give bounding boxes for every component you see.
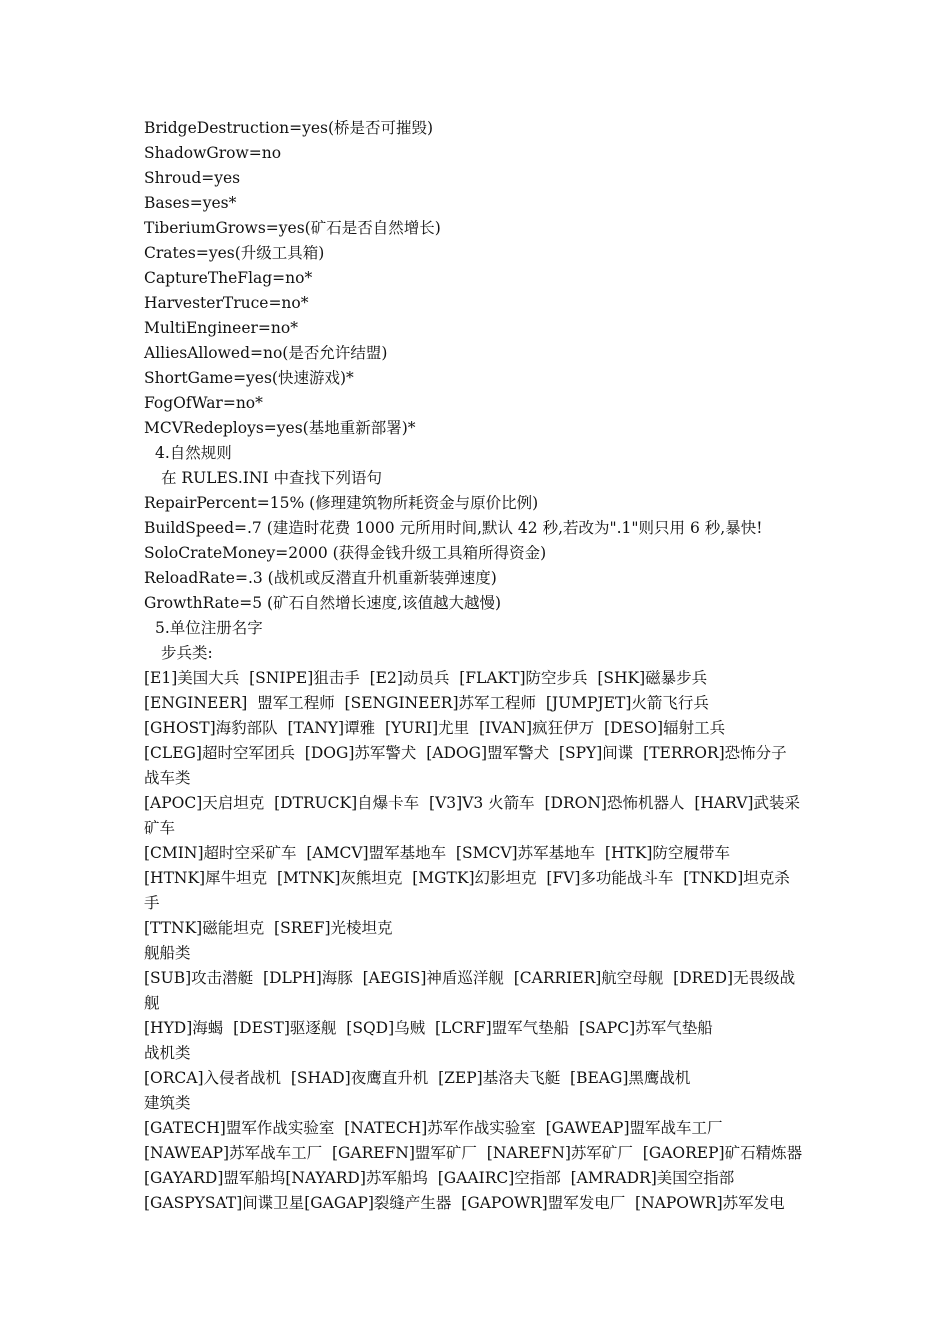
text-line: Shroud=yes	[144, 169, 241, 187]
text-line: 手	[144, 894, 160, 912]
text-line: [GATECH]盟军作战实验室 [NATECH]苏军作战实验室 [GAWEAP]盟军战车工厂	[144, 1119, 723, 1137]
text-line: [ORCA]入侵者战机 [SHAD]夜鹰直升机 [ZEP]基洛夫飞艇 [BEAG]黑鹰战机	[144, 1069, 691, 1087]
text-line: MultiEngineer=no*	[144, 319, 298, 337]
text-line: TiberiumGrows=yes(矿石是否自然增长)	[144, 219, 441, 237]
text-line: 4.自然规则	[155, 444, 232, 462]
text-line: ReloadRate=.3 (战机或反潜直升机重新装弹速度)	[144, 569, 497, 587]
text-line: 战车类	[144, 769, 191, 787]
text-line: [CLEG]超时空军团兵 [DOG]苏军警犬 [ADOG]盟军警犬 [SPY]间谍 [TERROR]恐怖分子	[144, 744, 787, 762]
text-line: HarvesterTruce=no*	[144, 294, 309, 312]
text-line: ShortGame=yes(快速游戏)*	[144, 369, 354, 387]
text-line: [SUB]攻击潜艇 [DLPH]海豚 [AEGIS]神盾巡洋舰 [CARRIER]航空母舰 [DRED]无畏级战	[144, 969, 796, 987]
text-line: [APOC]天启坦克 [DTRUCK]自爆卡车 [V3]V3 火箭车 [DRON]恐怖机器人 [HARV]武装采	[144, 794, 800, 812]
text-line: 步兵类:	[161, 644, 213, 662]
text-line: [GAYARD]盟军船坞[NAYARD]苏军船坞 [GAAIRC]空指部 [AMRADR]美国空指部	[144, 1169, 735, 1187]
text-line: 建筑类	[144, 1094, 191, 1112]
text-line: 战机类	[144, 1044, 191, 1062]
text-line: 矿车	[144, 819, 176, 837]
text-line: [GHOST]海豹部队 [TANY]谭雅 [YURI]尤里 [IVAN]疯狂伊万 [DESO]辐射工兵	[144, 719, 726, 737]
document-body	[144, 116, 814, 1216]
text-line: Crates=yes(升级工具箱)	[144, 244, 325, 262]
text-line: 5.单位注册名字	[155, 619, 263, 637]
text-line: Bases=yes*	[144, 194, 237, 212]
text-line: MCVRedeploys=yes(基地重新部署)*	[144, 419, 416, 437]
text-line: 舰	[144, 994, 160, 1012]
text-line: CaptureTheFlag=no*	[144, 269, 313, 287]
text-line: GrowthRate=5 (矿石自然增长速度,该值越大越慢)	[144, 594, 502, 612]
text-line: AlliesAllowed=no(是否允许结盟)	[144, 344, 388, 362]
text-line: ShadowGrow=no	[144, 144, 282, 162]
text-line: BuildSpeed=.7 (建造时花费 1000 元所用时间,默认 42 秒,若改为".1"则只用 6 秒,暴快!	[144, 519, 763, 537]
text-line: [HTNK]犀牛坦克 [MTNK]灰熊坦克 [MGTK]幻影坦克 [FV]多功能战斗车 [TNKD]坦克杀	[144, 869, 790, 887]
text-line: [HYD]海蝎 [DEST]驱逐舰 [SQD]乌贼 [LCRF]盟军气垫船 [SAPC]苏军气垫船	[144, 1019, 713, 1037]
text-line: [CMIN]超时空采矿车 [AMCV]盟军基地车 [SMCV]苏军基地车 [HTK]防空履带车	[144, 844, 730, 862]
text-line: [TTNK]磁能坦克 [SREF]光棱坦克	[144, 919, 393, 937]
text-line: SoloCrateMoney=2000 (获得金钱升级工具箱所得资金)	[144, 544, 547, 562]
text-line: 舰船类	[144, 944, 191, 962]
text-line: [ENGINEER] 盟军工程师 [SENGINEER]苏军工程师 [JUMPJET]火箭飞行兵	[144, 694, 709, 712]
text-line: [GASPYSAT]间谍卫星[GAGAP]裂缝产生器 [GAPOWR]盟军发电厂 [NAPOWR]苏军发电	[144, 1194, 785, 1212]
text-line: FogOfWar=no*	[144, 394, 263, 412]
text-line: [NAWEAP]苏军战车工厂 [GAREFN]盟军矿厂 [NAREFN]苏军矿厂 [GAOREP]矿石精炼器	[144, 1144, 803, 1162]
text-line: RepairPercent=15% (修理建筑物所耗资金与原价比例)	[144, 494, 539, 512]
text-line: 在 RULES.INI 中查找下列语句	[161, 469, 382, 487]
text-line: BridgeDestruction=yes(桥是否可摧毁)	[144, 119, 434, 137]
text-line: [E1]美国大兵 [SNIPE]狙击手 [E2]动员兵 [FLAKT]防空步兵 [SHK]磁暴步兵	[144, 669, 708, 687]
